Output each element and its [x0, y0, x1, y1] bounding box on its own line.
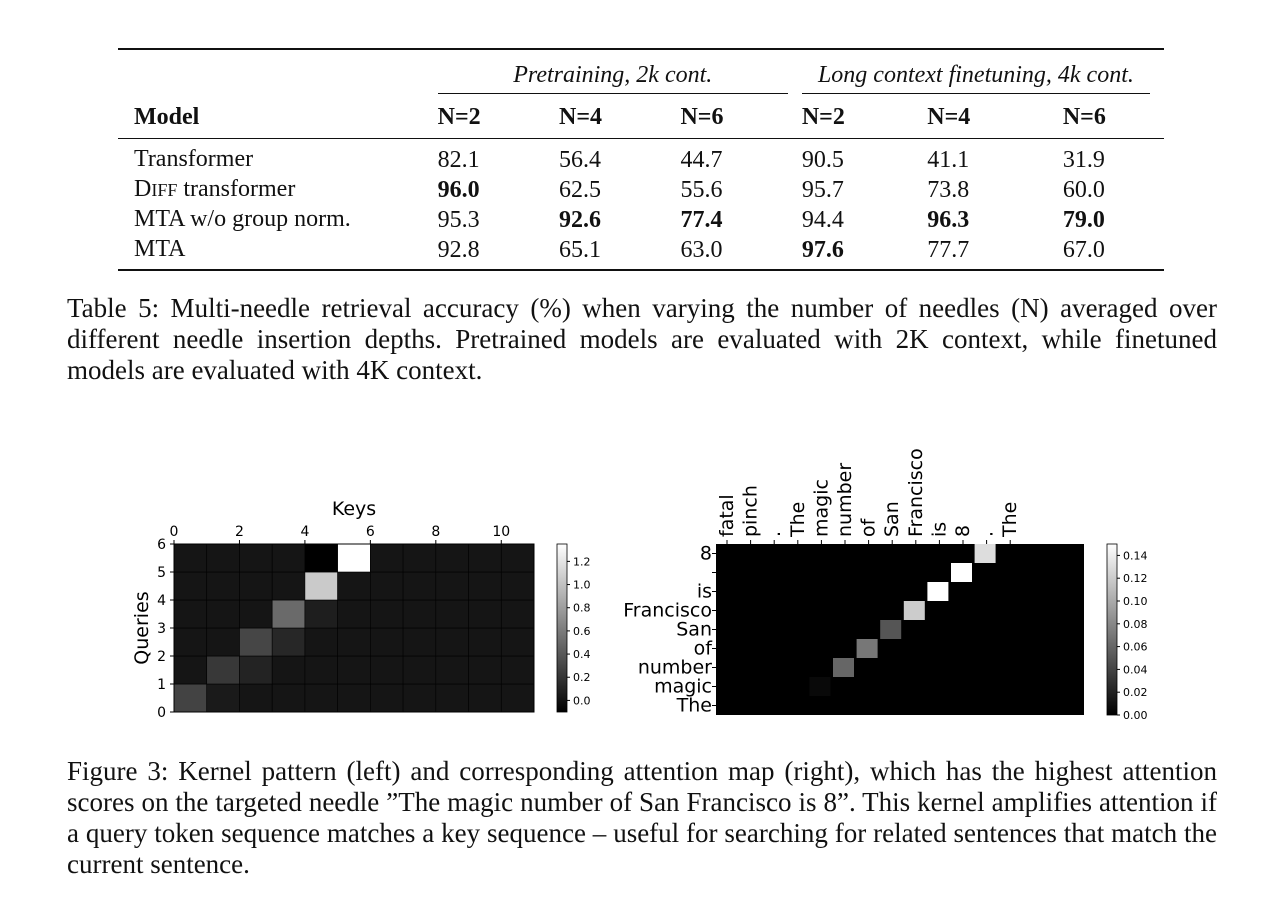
- heatmap-cell: [501, 572, 534, 600]
- heatmap-cell: [207, 656, 240, 684]
- x-tick-label: fatal: [716, 494, 738, 537]
- heatmap-cell: [436, 600, 469, 628]
- model-name: MTA: [134, 236, 186, 262]
- heatmap-cell: [272, 656, 305, 684]
- heatmap-cell: [272, 544, 305, 572]
- heatmap-cell: [207, 572, 240, 600]
- heatmap-cell: [338, 600, 371, 628]
- model-name: DIFF transformer: [134, 176, 296, 202]
- heatmap-cell: [239, 544, 272, 572]
- heatmap-cell: [338, 628, 371, 656]
- heatmap-cell: [501, 684, 534, 712]
- heatmap-cell: [403, 628, 436, 656]
- y-tick-label: number: [637, 656, 712, 679]
- heatmap-cell: [174, 572, 207, 600]
- x-tick-label: San: [881, 501, 904, 537]
- heatmap-cell: [469, 544, 502, 572]
- heatmap-cell: [469, 684, 502, 712]
- table-cell: 79.0: [1062, 206, 1105, 233]
- x-tick-label: is: [928, 521, 951, 537]
- heatmap-cell: [338, 684, 371, 712]
- heatmap-cell: [469, 656, 502, 684]
- table-cell: 62.5: [559, 176, 602, 203]
- heatmap-cell: [403, 656, 436, 684]
- colorbar-tick-label: 0.4: [573, 648, 590, 662]
- col-header-model: Model: [134, 103, 200, 130]
- x-tick-label: Francisco: [904, 448, 927, 537]
- x-tick-label: The: [999, 501, 1022, 537]
- heatmap-cell: [403, 544, 436, 572]
- x-tick-label: number: [834, 462, 856, 537]
- heatmap-cell: [272, 572, 305, 600]
- heatmap-cell: [370, 572, 403, 600]
- y-tick-label: 2: [157, 649, 166, 665]
- col-header-n4: N=4: [559, 103, 603, 130]
- heatmap-cell: [305, 600, 338, 628]
- heatmap-cell: [305, 656, 338, 684]
- heatmap-cell: [239, 572, 272, 600]
- y-tick-label: 8: [699, 542, 712, 565]
- table-row: [118, 139, 1164, 176]
- heatmap-cell: [403, 684, 436, 712]
- figure-caption: Figure 3: Kernel pattern (left) and corresponding attention map (right), which has the highest attention scores on the targeted needle ”The magic number of San Francisco is 8”. This kernel amplifies attention if a query token sequence matches a key sequence – useful for searching for related sentences that match the current sentence.: [67, 756, 1217, 879]
- y-tick-label: 6: [157, 537, 166, 553]
- table-cell: 77.4: [680, 206, 723, 233]
- x-tick-label: .: [763, 530, 786, 537]
- heatmap-cell: [501, 628, 534, 656]
- attention-cell: [833, 658, 854, 677]
- heatmap-cell: [338, 572, 371, 600]
- y-tick-label: San: [676, 618, 712, 641]
- table-caption: Table 5: Multi-needle retrieval accuracy (%) when varying the number of needles (N) averaged over different needle insertion depths. Pretrained models are evaluated with 2K context, while finetuned models are evaluated with 4K context.: [67, 293, 1217, 385]
- y-tick-label: 3: [157, 621, 166, 637]
- heatmap-cell: [207, 628, 240, 656]
- x-tick-label: 0: [169, 524, 179, 540]
- col-header-n2: N=2: [437, 103, 481, 130]
- table-cell: 95.3: [437, 206, 480, 233]
- colorbar-tick-label: 0.06: [1123, 640, 1148, 654]
- heatmap-cell: [436, 656, 469, 684]
- table-cell: 95.7: [801, 176, 844, 203]
- heatmap-cell: [469, 628, 502, 656]
- attention-cell: [809, 677, 830, 696]
- attention-cell: [880, 620, 901, 639]
- table-cell: 73.8: [927, 176, 970, 203]
- colorbar-tick-label: 0.08: [1123, 617, 1148, 631]
- x-tick-label: 2: [234, 524, 244, 540]
- colorbar-tick-label: 0.8: [573, 601, 590, 615]
- heatmap-cell: [469, 600, 502, 628]
- kernel-pattern-heatmap: [120, 495, 590, 730]
- heatmap-cell: [370, 628, 403, 656]
- table-cell: 94.4: [801, 206, 844, 233]
- model-name: MTA w/o group norm.: [134, 206, 351, 232]
- x-tick-label: The: [786, 501, 809, 537]
- heatmap-cell: [174, 684, 207, 712]
- heatmap-cell: [207, 684, 240, 712]
- colorbar-tick-label: 0.00: [1123, 709, 1148, 722]
- y-tick-label: The: [676, 694, 712, 717]
- attention-map-heatmap: [610, 428, 1170, 728]
- y-tick-label: 0: [157, 705, 166, 721]
- heatmap-cell: [174, 544, 207, 572]
- heatmap-cell: [436, 628, 469, 656]
- heatmap-cell: [436, 572, 469, 600]
- table-cell: 31.9: [1062, 146, 1105, 173]
- heatmap-cell: [305, 684, 338, 712]
- heatmap-cell: [501, 656, 534, 684]
- colorbar-tick-label: 0.12: [1123, 572, 1148, 586]
- heatmap-cell: [174, 628, 207, 656]
- col-header-n4: N=4: [927, 103, 971, 130]
- x-tick-label: of: [857, 518, 880, 537]
- heatmap-cell: [370, 656, 403, 684]
- colorbar: [1107, 544, 1117, 715]
- y-tick-label: 5: [157, 565, 166, 581]
- colorbar: [557, 544, 567, 712]
- table-cell: 90.5: [801, 146, 844, 173]
- y-tick-label: is: [696, 580, 712, 603]
- heatmap-cell: [239, 600, 272, 628]
- heatmap-cell: [403, 600, 436, 628]
- heatmap-cell: [272, 684, 305, 712]
- table-cell: 63.0: [680, 236, 723, 263]
- attention-cell: [904, 601, 925, 620]
- heatmap-cell: [338, 656, 371, 684]
- heatmap-cell: [436, 684, 469, 712]
- y-tick-label: 1: [157, 677, 166, 693]
- attention-cell: [857, 639, 878, 658]
- x-tick-label: 4: [300, 524, 310, 540]
- heatmap-cell: [370, 600, 403, 628]
- table-cell: 60.0: [1062, 176, 1105, 203]
- x-tick-label: 8: [952, 524, 974, 537]
- heatmap-cell: [403, 572, 436, 600]
- colorbar-tick-label: 0.10: [1123, 595, 1148, 608]
- table-cell: 67.0: [1062, 236, 1105, 263]
- y-axis-label: Queries: [131, 591, 153, 665]
- heatmap-cell: [338, 544, 371, 572]
- x-tick-label: magic: [810, 479, 833, 537]
- table-cell: 55.6: [680, 176, 723, 203]
- heatmap-cell: [305, 544, 338, 572]
- heatmap-cell: [436, 544, 469, 572]
- group-header-pretraining: Pretraining, 2k cont.: [438, 49, 802, 96]
- table-cell: 41.1: [927, 146, 970, 173]
- heatmap-cell: [469, 572, 502, 600]
- heatmap-cell: [239, 656, 272, 684]
- results-table: [118, 48, 1164, 271]
- table-row: [118, 205, 1164, 235]
- table-cell: 82.1: [437, 146, 480, 173]
- y-tick-label: of: [693, 637, 712, 660]
- table-cell: 77.7: [927, 236, 970, 263]
- colorbar-tick-label: 1.0: [573, 578, 590, 592]
- colorbar-tick-label: 0.02: [1123, 686, 1148, 700]
- heatmap-cell: [174, 656, 207, 684]
- y-tick-label: 4: [157, 593, 166, 609]
- colorbar-tick-label: 0.0: [573, 694, 590, 708]
- x-tick-label: 10: [492, 524, 511, 540]
- table-row: [118, 235, 1164, 270]
- colorbar-tick-label: 0.04: [1123, 663, 1148, 677]
- col-header-n2: N=2: [801, 103, 845, 130]
- table-cell: 92.8: [437, 236, 480, 263]
- colorbar-tick-label: 1.2: [573, 555, 590, 569]
- attention-cell: [951, 563, 972, 582]
- table-cell: 44.7: [680, 146, 723, 173]
- x-axis-label: Keys: [331, 498, 377, 520]
- y-tick-label: magic: [654, 675, 712, 698]
- heatmap-cell: [239, 628, 272, 656]
- colorbar-tick-label: 0.2: [573, 671, 590, 685]
- heatmap-cell: [272, 628, 305, 656]
- x-tick-label: 6: [365, 524, 375, 540]
- colorbar-tick-label: 0.14: [1123, 549, 1148, 563]
- heatmap-cell: [370, 544, 403, 572]
- attention-cell: [927, 582, 948, 601]
- colorbar-tick-label: 0.6: [573, 624, 590, 638]
- heatmap-cell: [501, 544, 534, 572]
- heatmap-cell: [370, 684, 403, 712]
- table-cell: 97.6: [801, 236, 844, 263]
- heatmap-cell: [501, 600, 534, 628]
- heatmap-cell: [305, 628, 338, 656]
- attention-cell: [975, 544, 996, 563]
- heatmap-cell: [272, 600, 305, 628]
- col-header-n6: N=6: [1062, 103, 1106, 130]
- table-cell: 92.6: [559, 206, 602, 233]
- group-header-finetuning: Long context finetuning, 4k cont.: [802, 49, 1164, 96]
- table-cell: 96.3: [927, 206, 970, 233]
- y-tick-label: Francisco: [623, 599, 712, 622]
- table-row: [118, 175, 1164, 205]
- table-cell: 96.0: [437, 176, 480, 203]
- heatmap-cell: [305, 572, 338, 600]
- x-tick-label: pinch: [739, 485, 762, 537]
- x-tick-label: 8: [431, 524, 441, 540]
- heatmap-cell: [239, 684, 272, 712]
- x-tick-label: .: [975, 530, 998, 537]
- table-cell: 56.4: [559, 146, 602, 173]
- table-cell: 65.1: [559, 236, 602, 263]
- col-header-n6: N=6: [680, 103, 724, 130]
- heatmap-cell: [174, 600, 207, 628]
- heatmap-cell: [207, 544, 240, 572]
- model-name: Transformer: [134, 146, 254, 172]
- heatmap-cell: [207, 600, 240, 628]
